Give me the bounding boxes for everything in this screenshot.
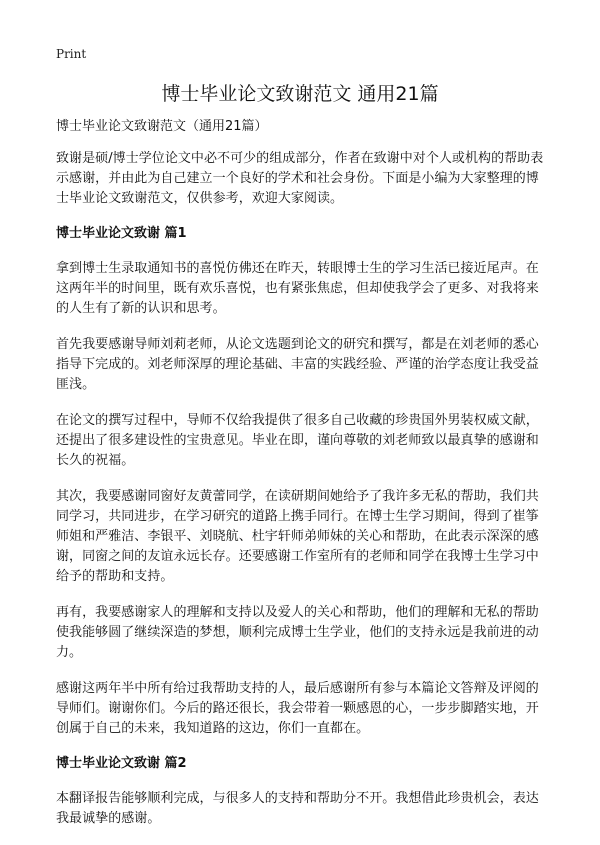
paragraph: 在论文的撰写过程中，导师不仅给我提供了很多自己收藏的珍贵国外男装权威文献，还提出了很多建设性的宝贵意见。毕业在即，谨向尊敬的刘老师致以最真挚的感谢和长久的祝福。 xyxy=(56,413,539,468)
document-title: 博士毕业论文致谢范文 通用21篇 xyxy=(161,83,439,105)
paragraph: 其次，我要感谢同窗好友黄蕾同学，在读研期间她给予了我许多无私的帮助，我们共同学习，共同进步，在学习研究的道路上携手同行。在博士生学习期间，得到了崔筝师姐和严雅洁、李银平、刘晓航、杜宇轩师弟师妹的关心和帮助，在此表示深深的感谢，同窗之间的友谊永远长存。还要感谢工作室所有的老师和同学在我博士生学习中给予的帮助和支持。 xyxy=(56,489,539,584)
document-subtitle: 博士毕业论文致谢范文（通用21篇） xyxy=(56,119,268,134)
paragraph: 感谢这两年半中所有给过我帮助支持的人，最后感谢所有参与本篇论文答辩及评阅的导师们。谢谢你们。今后的路还很长，我会带着一颗感恩的心，一步步脚踏实地，开创属于自己的未来，我知道路的这边，你们一直都在。 xyxy=(56,681,539,736)
paragraph: 本翻译报告能够顺利完成，与很多人的支持和帮助分不开。我想借此珍贵机会，表达我最诚挚的感谢。 xyxy=(56,791,539,826)
print-label[interactable]: Print xyxy=(56,47,87,61)
intro-paragraph: 致谢是硕/博士学位论文中必不可少的组成部分，作者在致谢中对个人或机构的帮助表示感谢，并由此为自己建立一个良好的学术和社会身份。下面是小编为大家整理的博士毕业论文致谢范文，仅供参考，欢迎大家阅读。 xyxy=(56,151,544,206)
section-1 xyxy=(56,225,550,739)
paragraph: 拿到博士生录取通知书的喜悦仿佛还在昨天，转眼博士生的学习生活已接近尾声。在这两年半的时间里，既有欢乐喜悦，也有紧张焦虑，但却使我学会了更多、对我将来的人生有了新的认识和思考。 xyxy=(56,261,539,316)
document-body xyxy=(56,118,550,845)
section-heading: 博士毕业论文致谢 篇2 xyxy=(56,756,187,771)
paragraph: 再有，我要感谢家人的理解和支持以及爱人的关心和帮助，他们的理解和无私的帮助使我能够圆了继续深造的梦想，顺利完成博士生学业，他们的支持永远是我前进的动力。 xyxy=(56,605,539,660)
section-heading: 博士毕业论文致谢 篇1 xyxy=(56,226,187,241)
section-2 xyxy=(56,755,550,829)
paragraph: 首先我要感谢导师刘莉老师，从论文选题到论文的研究和撰写，都是在刘老师的悉心指导下完成的。刘老师深厚的理论基础、丰富的实践经验、严谨的治学态度让我受益匪浅。 xyxy=(56,337,539,392)
